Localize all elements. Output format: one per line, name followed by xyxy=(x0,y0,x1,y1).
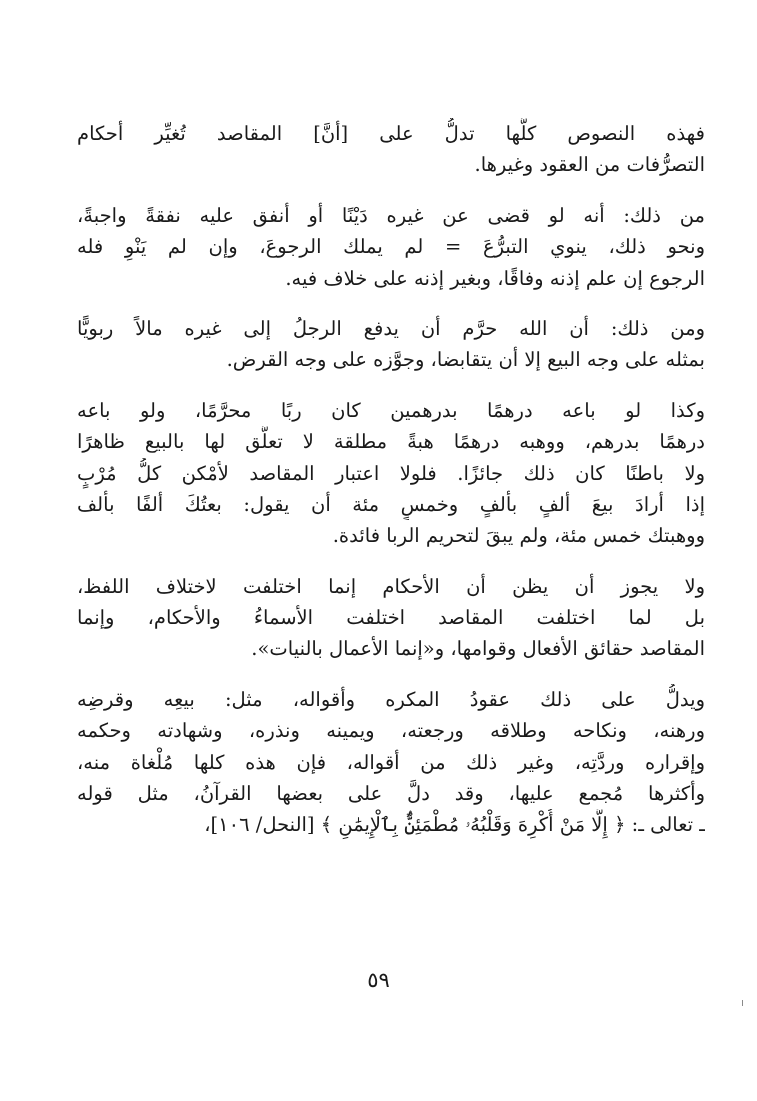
text-line: من ذلك: أنه لو قضى عن غيره دَيْنًا أو أنفق عليه نفقةً واجبةً، xyxy=(77,203,705,227)
scan-edge-mark xyxy=(742,1000,743,1006)
text-line: ومن ذلك: أن الله حرَّم أن يدفع الرجلُ إلى غيره مالاً ربويًّا xyxy=(77,316,705,340)
text-line: فهذه النصوص كلُّها تدلُّ على [أنَّ] المقاصد تُغيِّر أحكام xyxy=(77,122,705,145)
paragraph-1 xyxy=(77,118,705,181)
text-line: وأكثرها مُجمع عليها، وقد دلَّ على بعضها القرآنُ، مثل قوله xyxy=(77,782,705,806)
text-line: المقاصد حقائق الأفعال وقوامها، و«إنما الأعمال بالنيات». xyxy=(251,637,705,661)
text-line: التصرُّفات من العقود وغيرها. xyxy=(474,153,705,177)
page-body xyxy=(77,118,705,860)
text-line: ويدلُّ على ذلك عقودُ المكره وأقواله، مثل: بيعِه وقرضِه xyxy=(77,687,705,711)
paragraph-5 xyxy=(77,571,705,665)
text-line: وإقراره وردَّتِه، وغير ذلك من أقواله، فإن هذه كلها مُلْغاة منه، xyxy=(77,750,705,774)
text-line: بمثله على وجه البيع إلا أن يتقابضا، وجوَّزه على وجه القرض. xyxy=(226,348,705,372)
text-line: وكذا لو باعه درهمًا بدرهمين كان ربًا محرَّمًا، ولو باعه xyxy=(77,398,705,422)
text-line: إذا أرادَ بيعَ ألفٍ بألفٍ وخمسٍ مئة أن يقول: بعتُكَ ألفًا بألف xyxy=(77,492,705,516)
text-line: بل لما اختلفت المقاصد اختلفت الأسماءُ والأحكام، وإنما xyxy=(77,606,705,630)
text-line: ورهنه، ونكاحه وطلاقه ورجعته، ويمينه ونذره، وشهادته وحكمه xyxy=(77,719,705,743)
text-line: الرجوع إن علم إذنه وفاقًا، وبغير إذنه على خلاف فيه. xyxy=(285,266,705,290)
text-line: ولا باطنًا كان ذلك جائزًا. فلولا اعتبار المقاصد لأمْكن كلُّ مُرْبٍ xyxy=(77,461,705,485)
paragraph-3 xyxy=(77,313,705,376)
text-line: ـ تعالى ـ: ﴿ إِلَّا مَنْ أُكْرِهَ وَقَلْبُهُۥ مُطْمَئِنٌّۢ بِٱلْإِيمَٰنِ ﴾ [النحل/ ١٠٦]، xyxy=(204,813,705,837)
page-number: ٥٩ xyxy=(367,968,390,992)
text-line: ووهبتك خمس مئة، ولم يبقَ لتحريم الربا فائدة. xyxy=(332,524,705,548)
paragraph-6 xyxy=(77,684,705,841)
text-line: ولا يجوز أن يظن أن الأحكام إنما اختلفت لاختلاف اللفظ، xyxy=(77,574,705,598)
text-line: ونحو ذلك، ينوي التبرُّعَ = لم يملك الرجوعَ، وإن لم يَنْوِ فله xyxy=(77,235,705,259)
paragraph-4 xyxy=(77,395,705,552)
paragraph-2 xyxy=(77,200,705,294)
text-line: درهمًا بدرهم، ووهبه درهمًا هبةً مطلقة لا تعلُّق لها بالبيع ظاهرًا xyxy=(77,430,705,454)
